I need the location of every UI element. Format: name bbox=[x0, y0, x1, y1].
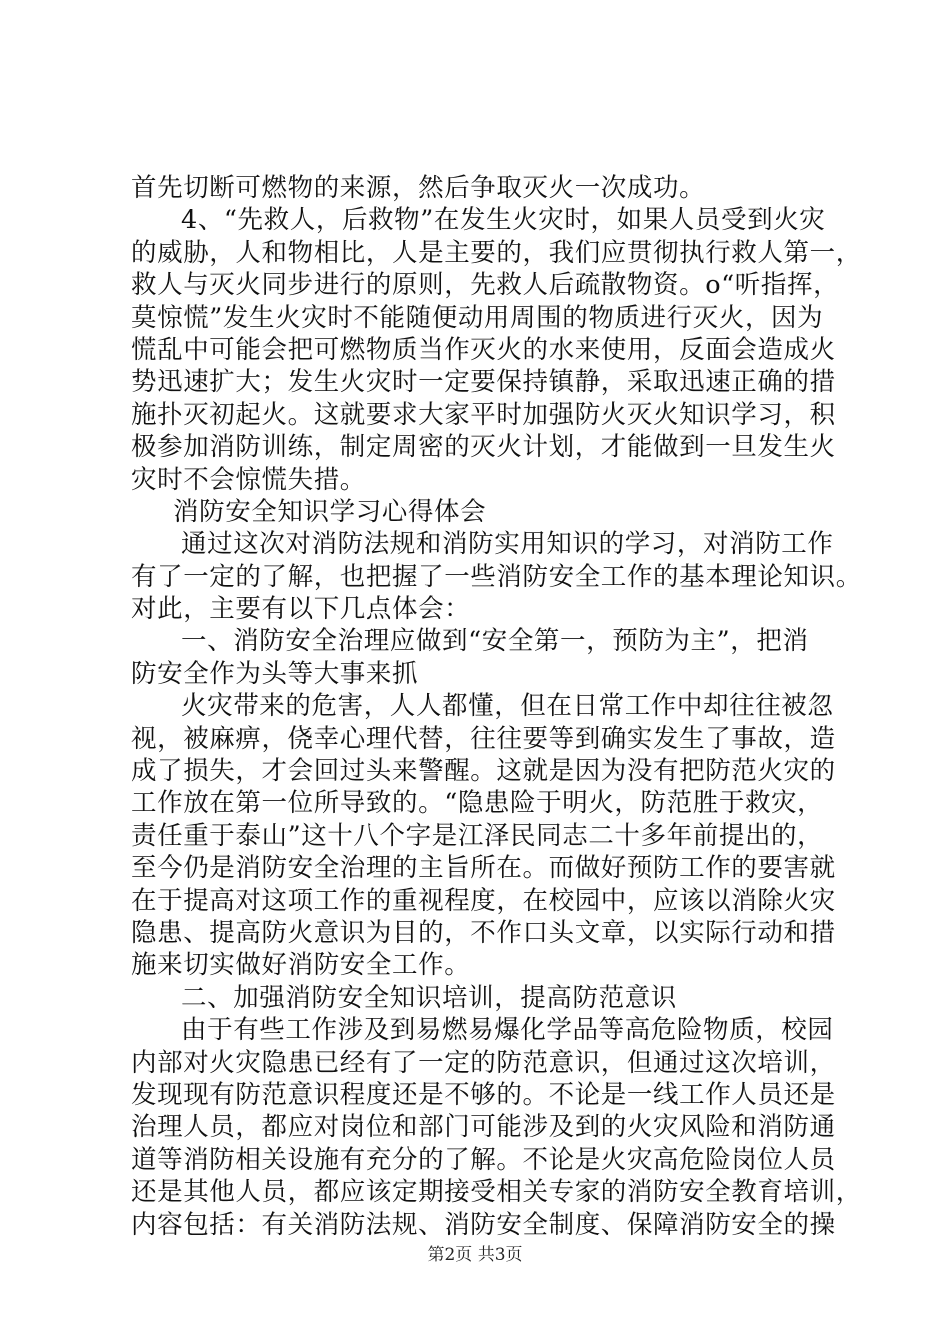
text-line: 通过这次对消防法规和消防实用知识的学习，对消防工作 bbox=[181, 529, 834, 560]
text-line: 的威胁，人和物相比，人是主要的，我们应贯彻执行救人第一， bbox=[131, 237, 862, 268]
text-line: 由于有些工作涉及到易燃易爆化学品等高危险物质，校园 bbox=[181, 1015, 834, 1046]
text-line: 势迅速扩大；发生火灾时一定要保持镇静，采取迅速正确的措 bbox=[131, 367, 836, 398]
text-line: 成了损失，才会回过头来警醒。这就是因为没有把防范火灾的 bbox=[131, 756, 836, 787]
text-line: 火灾带来的危害，人人都懂，但在日常工作中却往往被忽 bbox=[181, 691, 834, 722]
text-line: 慌乱中可能会把可燃物质当作灭火的水来使用，反面会造成火 bbox=[131, 334, 836, 365]
text-line: 在于提高对这项工作的重视程度，在校园中，应该以消除火灾 bbox=[131, 885, 836, 916]
text-line: 视，被麻痹，侥幸心理代替，往往要等到确实发生了事故，造 bbox=[131, 723, 836, 754]
body-text bbox=[131, 172, 862, 1241]
text-line: 防安全作为头等大事来抓 bbox=[131, 658, 419, 689]
text-line: 工作放在第一位所导致的。“隐患险于明火，防范胜于救灾， bbox=[131, 788, 824, 819]
text-line: 发现现有防范意识程度还是不够的。不论是一线工作人员还是 bbox=[131, 1079, 836, 1110]
text-line: 道等消防相关设施有充分的了解。不论是火灾高危险岗位人员 bbox=[131, 1144, 836, 1175]
subsection-heading: 一、消防安全治理应做到“安全第一，预防为主”，把消 bbox=[181, 626, 809, 657]
text-line: 首先切断可燃物的来源，然后争取灭火一次成功。 bbox=[131, 173, 706, 203]
page-number-footer: 第2页 共3页 bbox=[427, 1245, 523, 1265]
text-line: 有了一定的了解，也把握了一些消防安全工作的基本理论知识。 bbox=[131, 561, 862, 592]
text-line: 4、“先救人，后救物”在发生火灾时，如果人员受到火灾 bbox=[181, 205, 826, 236]
text-line: 灾时不会惊慌失措。 bbox=[131, 464, 366, 495]
text-line: 对此，主要有以下几点体会： bbox=[131, 594, 471, 625]
text-line: 至今仍是消防安全治理的主旨所在。而做好预防工作的要害就 bbox=[131, 853, 836, 884]
text-line: 内部对火灾隐患已经有了一定的防范意识，但通过这次培训， bbox=[131, 1047, 836, 1078]
text-line: 还是其他人员，都应该定期接受相关专家的消防安全教育培训， bbox=[131, 1177, 862, 1208]
text-line: 施扑灭初起火。这就要求大家平时加强防火灭火知识学习，积 bbox=[131, 399, 836, 430]
text-line: 治理人员，都应对岗位和部门可能涉及到的火灾风险和消防通 bbox=[131, 1112, 836, 1143]
text-line: 责任重于泰山”这十八个字是江泽民同志二十多年前提出的， bbox=[131, 820, 824, 851]
section-heading: 消防安全知识学习心得体会 bbox=[173, 496, 487, 527]
text-line: 莫惊慌”发生火灾时不能随便动用周围的物质进行灭火，因为 bbox=[131, 302, 824, 333]
text-line: 极参加消防训练，制定周密的灭火计划，才能做到一旦发生火 bbox=[131, 432, 836, 463]
text-line: 内容包括：有关消防法规、消防安全制度、保障消防安全的操 bbox=[131, 1209, 836, 1240]
text-line: 施来切实做好消防安全工作。 bbox=[131, 950, 471, 981]
subsection-heading: 二、加强消防安全知识培训，提高防范意识 bbox=[181, 982, 677, 1013]
text-line: 救人与灭火同步进行的原则，先救人后疏散物资。o“听指挥， bbox=[131, 270, 840, 301]
text-line: 隐患、提高防火意识为目的，不作口头文章，以实际行动和措 bbox=[131, 917, 836, 948]
